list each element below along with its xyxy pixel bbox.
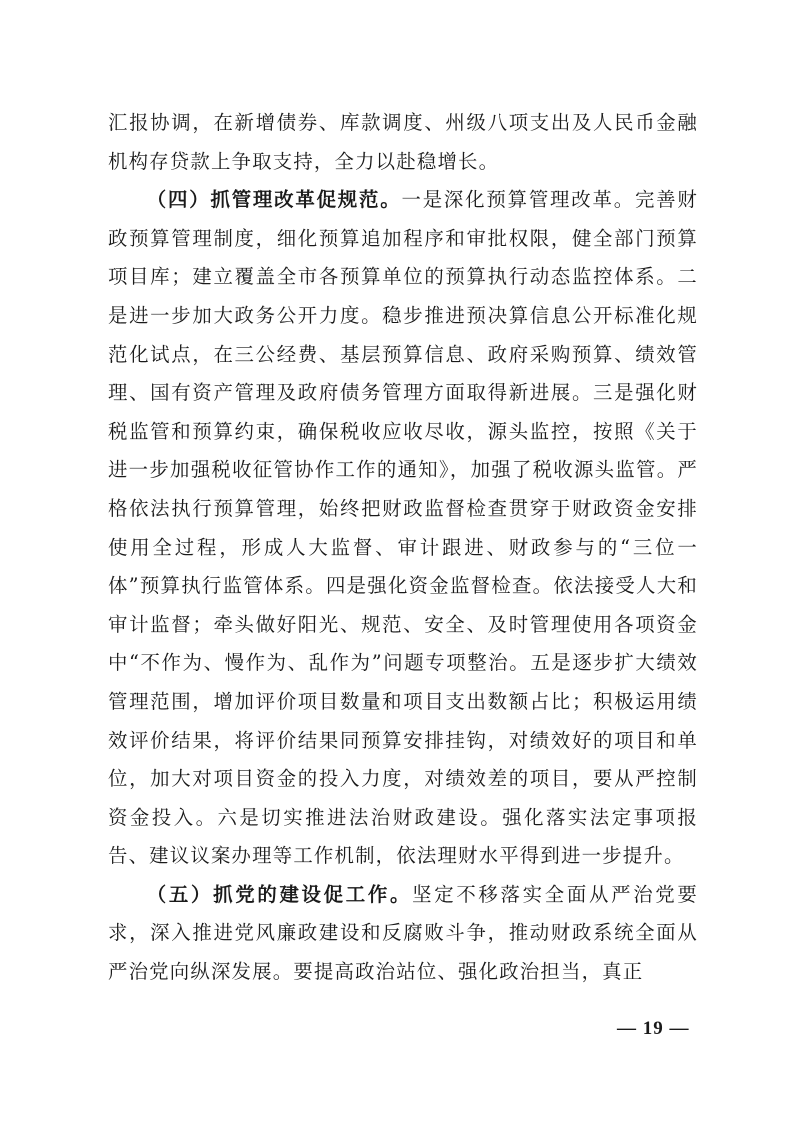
section-heading: （四）抓管理改革促规范。: [146, 188, 402, 212]
section-heading: （五）抓党的建设促工作。: [146, 882, 413, 906]
paragraph-section-5: [108, 876, 698, 992]
page-number: — 19 —: [617, 1018, 690, 1039]
body-text: [108, 104, 698, 992]
paragraph-body: 一是深化预算管理改革。完善财政预算管理制度，细化预算追加程序和审批权限，健全部门预算项目库；建立覆盖全市各预算单位的预算执行动态监控体系。二是进一步加大政务公开力度。稳步推进预决算信息公开标准化规范化试点，在三公经费、基层预算信息、政府采购预算、绩效管理、国有资产管理及政府债务管理方面取得新进展。三是强化财税监管和预算约束，确保税收应收尽收，源头监控，按照《关于进一步加强税收征管协作工作的通知》，加强了税收源头监管。严格依法执行预算管理，始终把财政监督检查贯穿于财政资金安排使用全过程，形成人大监督、审计跟进、财政参与的“三位一体”预算执行监管体系。四是强化资金监督检查。依法接受人大和审计监督；牵头做好阳光、规范、安全、及时管理使用各项资金中“不作为、慢作为、乱作为”问题专项整治。五是逐步扩大绩效管理范围，增加评价项目数量和项目支出数额占比；积极运用绩效评价结果，将评价结果同预算安排挂钩，对绩效好的项目和单位，加大对项目资金的投入力度，对绩效差的项目，要从严控制资金投入。六是切实推进法治财政建设。强化落实法定事项报告、建议议案办理等工作机制，依法理财水平得到进一步提升。: [108, 188, 698, 868]
paragraph-body: 汇报协调，在新增债券、库款调度、州级八项支出及人民币金融机构存贷款上争取支持，全力以赴稳增长。: [108, 111, 698, 173]
paragraph-continued: [108, 104, 698, 181]
paragraph-section-4: [108, 181, 698, 876]
paragraph-body: 坚定不移落实全面从严治党要求，深入推进党风廉政建设和反腐败斗争，推动财政系统全面从严治党向纵深发展。要提高政治站位、强化政治担当，真正: [108, 882, 698, 984]
